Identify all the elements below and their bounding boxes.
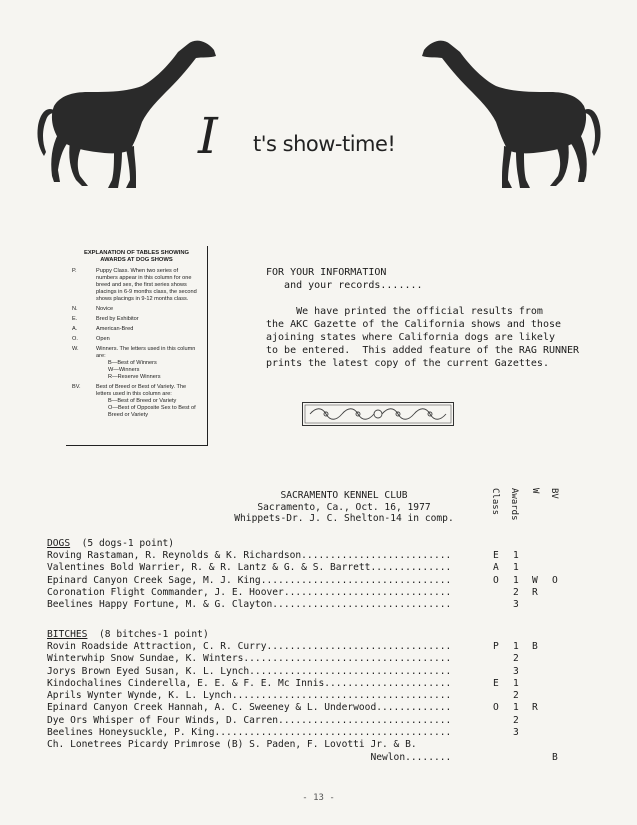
entry-winners: R — [532, 586, 538, 598]
entry-name: Epinard Canyon Creek Hannah, A. C. Sweeney & L. Underwood............. — [47, 702, 452, 714]
entry-award: 1 — [513, 562, 519, 574]
bitches-label: BITCHES — [47, 629, 88, 640]
bitches-count: (8 bitches-1 point) — [87, 629, 209, 640]
entry-name: Rovin Roadside Attraction, C. R. Curry................................ — [47, 641, 452, 652]
club-judge: Whippets-Dr. J. C. Shelton-14 in comp. — [234, 513, 454, 524]
entry-name: Beelines Honeysuckle, P. King......................................... — [47, 727, 452, 739]
info-para-line: We have printed the official results from — [266, 306, 543, 317]
legend-desc — [96, 384, 201, 419]
entry-award: 3 — [513, 727, 519, 739]
legend-row — [72, 306, 201, 313]
legend-code: BV. — [72, 384, 81, 390]
entry-class: P — [493, 641, 499, 652]
dogs-label: DOGS — [47, 538, 71, 549]
legend-desc: Bred by Exhibitor — [96, 316, 139, 322]
info-para-line: the AKC Gazette of the California shows and those — [266, 319, 562, 330]
dogs-count: (5 dogs-1 point) — [70, 538, 175, 549]
column-header-bv: BV — [549, 488, 559, 499]
entry-award: 3 — [513, 599, 519, 611]
heading-text: t's show-time! — [253, 132, 396, 156]
legend-code: N. — [72, 306, 78, 312]
info-para-line: ajoining states where California dogs are likely — [266, 332, 555, 343]
info-line-2: and your records....... — [266, 280, 423, 291]
page-number: - 13 - — [302, 793, 335, 803]
column-header-class: Class — [490, 488, 500, 516]
entry-class: E — [493, 677, 499, 689]
entry-award: 1 — [513, 550, 519, 561]
entry-award: 1 — [513, 702, 519, 714]
show-time-heading — [198, 108, 428, 168]
info-para-line: prints the latest copy of the current Gazettes. — [266, 358, 549, 369]
entry-winners: W — [532, 574, 538, 586]
entry-name: Kindochalines Cinderella, E. E. & F. E. Mc Innis...................... — [47, 677, 452, 689]
entry-class: O — [493, 574, 499, 586]
legend-title: EXPLANATION OF TABLES SHOWING AWARDS AT DOG SHOWS — [83, 250, 190, 263]
entry-award: 1 — [513, 677, 519, 689]
entry-award: 2 — [513, 586, 519, 598]
legend-desc — [96, 346, 201, 381]
entry-best-of-variety: B — [552, 751, 558, 763]
entry-winners: R — [532, 702, 538, 714]
awards-legend-box — [66, 246, 208, 446]
legend-row — [72, 384, 201, 419]
entry-class: E — [493, 550, 499, 561]
legend-code: O. — [72, 336, 78, 342]
entry-name: Newlon........ — [47, 751, 452, 763]
legend-desc-text: Winners. The letters used in this column are: — [96, 346, 196, 359]
entry-name: Dye Ors Whisper of Four Winds, D. Carren.............................. — [47, 714, 452, 726]
legend-desc: American-Bred — [96, 326, 134, 332]
legend-desc: Puppy Class. When two series of numbers appear in this column for one breed and sex, the first series shows placings in 6-9 months class, the second shows placings in 9-12 months class. — [96, 268, 197, 302]
bitches-section-heading — [47, 629, 209, 641]
column-header-w: W — [530, 488, 540, 494]
legend-desc-text: Best of Breed or Best of Variety. The letters used in this column are: — [96, 384, 187, 397]
legend-row — [72, 346, 201, 381]
entry-class: A — [493, 562, 499, 574]
legend-desc: Open — [96, 336, 110, 342]
club-name: SACRAMENTO KENNEL CLUB — [280, 490, 408, 501]
info-line-1: FOR YOUR INFORMATION — [266, 267, 387, 278]
column-header-awards: Awards — [509, 488, 519, 521]
legend-sub: W—Winners — [108, 367, 140, 373]
entry-name: Aprils Wynter Wynde, K. L. Lynch...................................... — [47, 690, 452, 702]
legend-desc: Novice — [96, 306, 114, 312]
info-para-line: to be entered. This added feature of the RAG RUNNER — [266, 345, 580, 356]
club-header — [214, 490, 474, 525]
legend-row — [72, 268, 201, 303]
entry-name: Coronation Flight Commander, J. E. Hoover............................. — [47, 586, 452, 598]
legend-code: A. — [72, 326, 78, 332]
legend-sub: R—Reserve Winners — [108, 374, 161, 380]
info-paragraph — [266, 305, 579, 370]
entry-name: Valentines Bold Warrier, R. & R. Lantz & G. & S. Barrett.............. — [47, 562, 452, 574]
entry-winners: B — [532, 641, 538, 652]
entry-award: 2 — [513, 690, 519, 702]
entry-award: 2 — [513, 714, 519, 726]
entry-class: O — [493, 702, 499, 714]
legend-sub: B—Best of Winners — [108, 360, 157, 366]
info-heading — [266, 266, 423, 292]
entry-name: Jorys Brown Eyed Susan, K. L. Lynch................................... — [47, 665, 452, 677]
entry-best-of-variety: O — [552, 574, 558, 586]
entry-award: 3 — [513, 665, 519, 677]
legend-code: P. — [72, 268, 77, 274]
legend-code: W. — [72, 346, 79, 352]
entry-name: Epinard Canyon Creek Sage, M. J. King................................. — [47, 574, 452, 586]
legend-sub: O—Best of Opposite Sex to Best of Breed or Variety — [108, 405, 196, 418]
ornamental-divider — [302, 402, 454, 426]
entry-name: Roving Rastaman, R. Reynolds & K. Richardson.......................... — [47, 550, 452, 561]
entry-award: 1 — [513, 641, 519, 652]
entry-name: Ch. Lonetrees Picardy Primrose (B) S. Paden, F. Lovotti Jr. & B. — [47, 739, 417, 751]
greyhound-illustration-left — [30, 30, 220, 195]
legend-code: E. — [72, 316, 78, 322]
entry-name: Winterwhip Snow Sundae, K. Winters.................................... — [47, 653, 452, 665]
legend-row — [72, 326, 201, 333]
greyhound-illustration-right — [418, 30, 608, 195]
club-place-date: Sacramento, Ca., Oct. 16, 1977 — [257, 501, 431, 513]
heading-initial: I — [198, 107, 218, 165]
legend-row — [72, 316, 201, 323]
entry-award: 1 — [513, 574, 519, 586]
dogs-section-heading — [47, 538, 174, 550]
legend-row — [72, 336, 201, 343]
entry-name: Beelines Happy Fortune, M. & G. Clayton............................... — [47, 599, 452, 611]
legend-sub: B—Best of Breed or Variety — [108, 398, 177, 404]
entry-award: 2 — [513, 653, 519, 665]
